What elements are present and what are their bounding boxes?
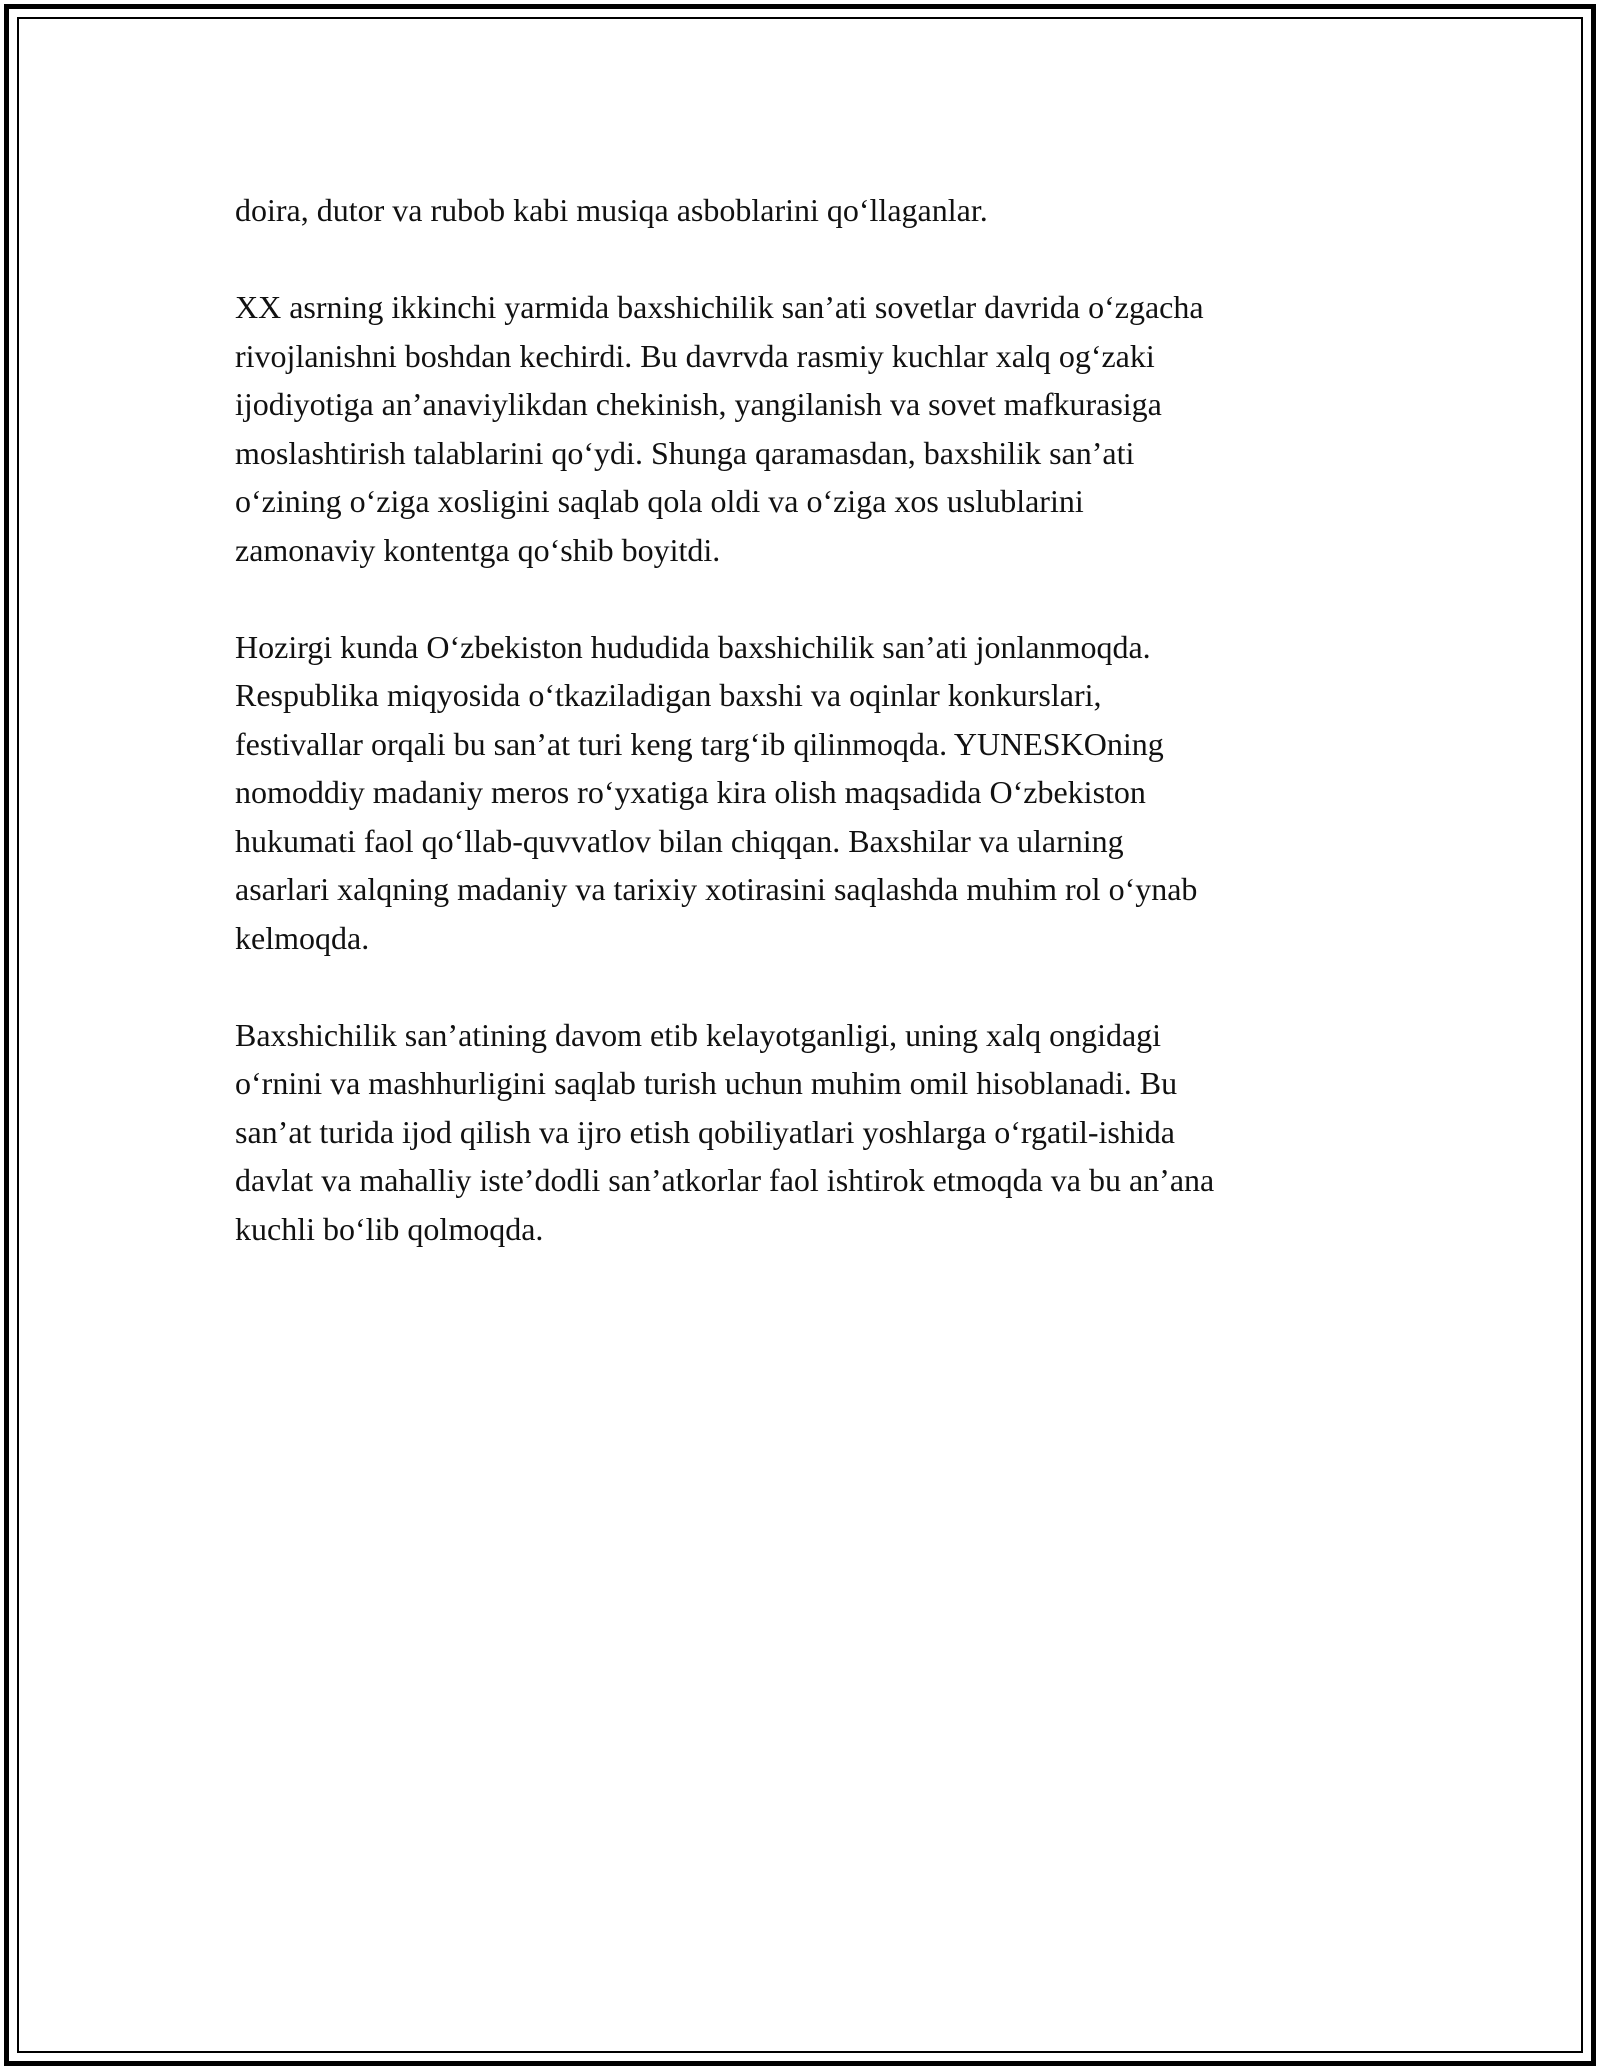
paragraph-4: Baxshichilik san’atining davom etib kelayotganligi, uning xalq ongidagi o‘rnini va mashhurligini saqlab turish uchun muhim omil hisoblanadi. Bu san’at turida ijod qilish va ijro etish qobiliyatlari yoshlarga o‘rgatil-ishida davlat va mahalliy iste’dodli san’atkorlar faol ishtirok etmoqda va bu an’ana kuchli bo‘lib qolmoqda. [235, 1016, 1215, 1247]
paragraph-1: doira, dutor va rubob kabi musiqa asboblarini qo‘llaganlar. [235, 192, 988, 228]
paragraph-2: XX asrning ikkinchi yarmida baxshichilik san’ati sovetlar davrida o‘zgacha rivojlanishni boshdan kechirdi. Bu davrvda rasmiy kuchlar xalq og‘zaki ijodiyotiga an’anaviylikdan chekinish, yangilanish va sovet mafkurasiga moslashtirish talablarini qo‘ydi. Shunga qaramasdan, baxshilik san’ati o‘zining o‘ziga xosligini saqlab qola oldi va o‘ziga xos uslublarini zamonaviy kontentga qo‘shib boyitdi. [235, 289, 1204, 568]
paragraph-3: Hozirgi kunda O‘zbekiston hududida baxshichilik san’ati jonlanmoqda. Respublika miqyosida o‘tkaziladigan baxshi va oqinlar konkurslari, festivallar orqali bu san’at turi keng targ‘ib qilinmoqda. YUNESKOning nomoddiy madaniy meros ro‘yxatiga kira olish maqsadida O‘zbekiston hukumati faol qo‘llab-quvvatlov bilan chiqqan. Baxshilar va ularning asarlari xalqning madaniy va tarixiy xotirasini saqlashda muhim rol o‘ynab kelmoqda. [235, 628, 1198, 956]
document-body [235, 186, 1365, 1302]
